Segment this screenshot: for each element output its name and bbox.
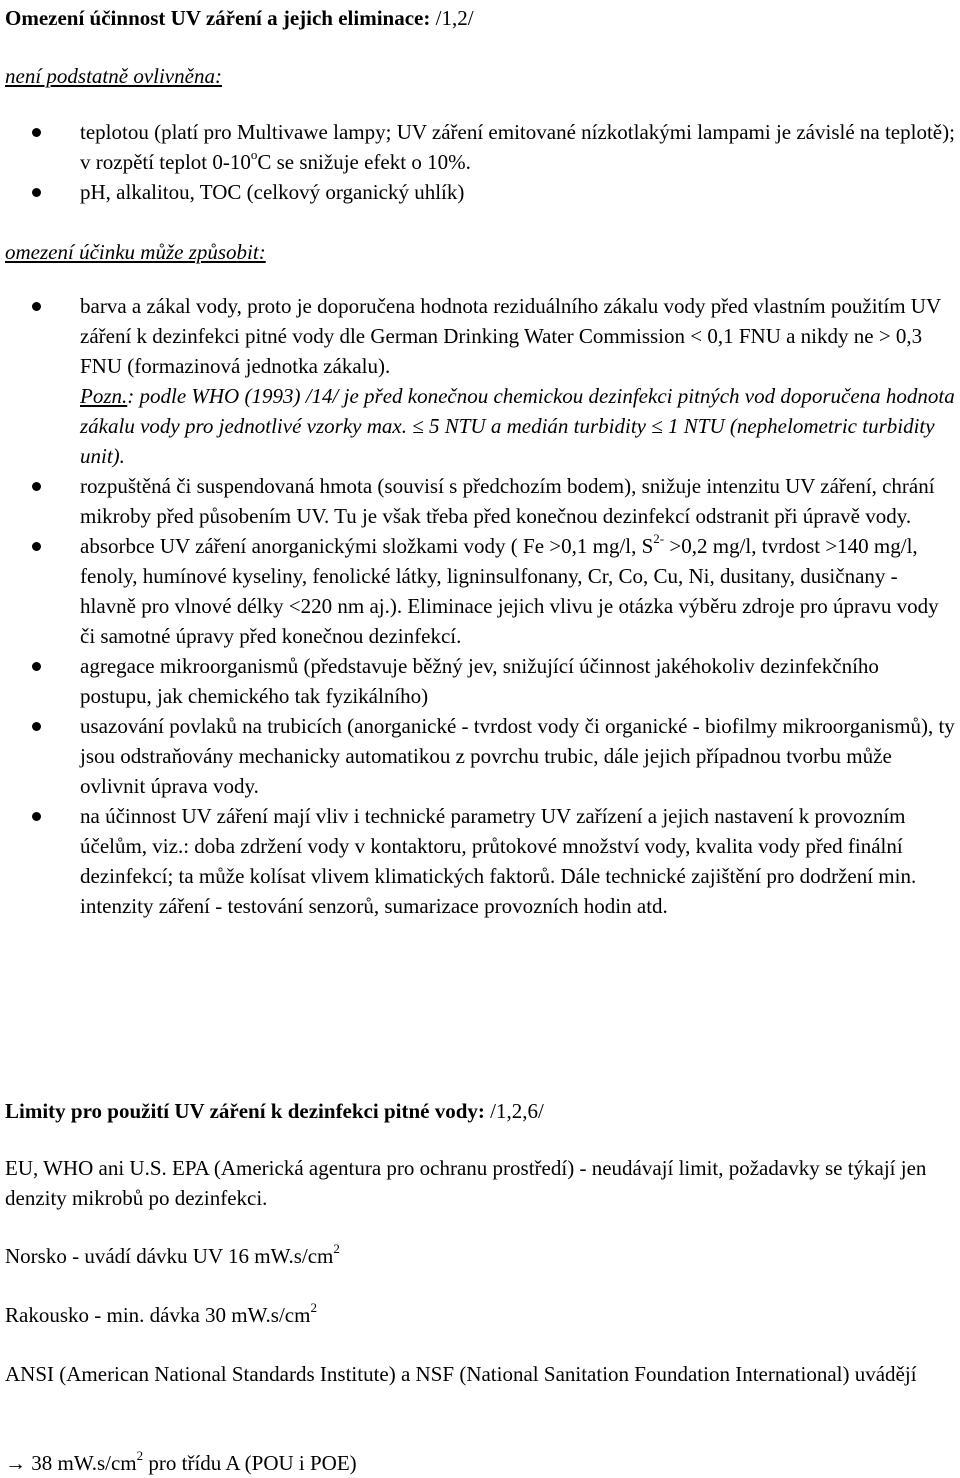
bullet-icon: [32, 662, 41, 671]
list-item: barva a zákal vody, proto je doporučena hodnota reziduálního zákalu vody před vlastním použitím UV záření k dezinfekci pitné vody dle German Drinking Water Commission < 0,1 FNU a nikdy ne > 0,3 FNU (formazinová jednotka zákalu). Pozn.: podle WHO (1993) /14/ je před konečnou chemickou dezinfekci pitných vod doporučena hodnota zákalu vody pro jednotlivé vzorky max. ≤ 5 NTU a medián turbidity ≤ 1 NTU (nephelometric turbidity unit).: [5, 291, 955, 471]
note: Pozn.: podle WHO (1993) /14/ je před konečnou chemickou dezinfekci pitných vod doporučena hodnota zákalu vody pro jednotlivé vzorky max. ≤ 5 NTU a medián turbidity ≤ 1 NTU (nephelometric turbidity unit).: [80, 384, 955, 468]
heading-text: Limity pro použití UV záření k dezinfekci pitné vody:: [5, 1099, 485, 1123]
list-item: absorbce UV záření anorganickými složkami vody ( Fe >0,1 mg/l, $S^{2-} >0,2$ mg/l, tvrdost >140 mg/l, fenoly, humínové kyseliny, fenolické látky, ligninsulfonany, Cr, Co, Cu, Ni, dusitany, dusičnany - hlavně pro vlnové délky <220 nm aj.). Eliminace jejich vlivu je otázka výběru zdroje pro úpravu vody či samotné úpravy před konečnou dezinfekcí.: [5, 531, 955, 651]
bullet-icon: [32, 482, 41, 491]
bullet-icon: [32, 542, 41, 551]
list-item: usazování povlaků na trubicích (anorganické - tvrdost vody či organické - biofilmy mikroorganismů), ty jsou odstraňovány mechanicky automatikou z povrchu trubic, dále jejich případnou tvorbu může ovlivnit úprava vody.: [5, 711, 955, 801]
list-item: pH, alkalitou, TOC (celkový organický uhlík): [5, 177, 955, 207]
bullet-icon: [32, 128, 41, 137]
list-item: na účinnost UV záření mají vliv i technické parametry UV zařízení a jejich nastavení k provozním účelům, viz.: doba zdržení vody v kontaktoru, průtokové množství vody, kvalita vody před finální dezinfekcí; ta může kolísat vlivem klimatických faktorů. Dále technické zajištění pro dodržení min. intenzity záření - testování senzorů, sumarizace provozních hodin atd.: [5, 801, 955, 921]
list-item: rozpuštěná či suspendovaná hmota (souvisí s předchozím bodem), snižuje intenzitu UV záření, chrání mikroby před působením UV. Tu je však třeba před konečnou dezinfekcí odstranit při úpravě vody.: [5, 471, 955, 531]
bullet-icon: [32, 302, 41, 311]
list-item: teplotou (platí pro Multivawe lampy; UV záření emitované nízkotlakými lampami je závislé na teplotě); v rozpětí teplot 0-10$^o$C se snižuje efekt o 10%.: [5, 117, 955, 177]
subheading-not-affected: není podstatně ovlivněna:: [5, 64, 222, 88]
arrow-right-icon: →: [5, 1451, 26, 1475]
paragraph-eu-who-epa: EU, WHO ani U.S. EPA (Americká agentura pro ochranu prostředí) - neudávají limit, požadavky se týkají jen denzity mikrobů po dezinfekci.: [5, 1156, 927, 1210]
bullet-icon: [32, 812, 41, 821]
bullet-icon: [32, 722, 41, 731]
heading-text: Omezení účinnost UV záření a jejich eliminace:: [5, 6, 431, 30]
paragraph-ansi-nsf: ANSI (American National Standards Institute) a NSF (National Sanitation Foundation International) uvádějí: [5, 1362, 917, 1386]
heading-reference: /1,2,6/: [490, 1099, 544, 1123]
list-item: agregace mikroorganismů (představuje běžný jev, snižující účinnost jakéhokoliv dezinfekčního postupu, jak chemického tak fyzikálního): [5, 651, 955, 711]
list-may-cause: [5, 291, 955, 921]
bullet-icon: [32, 188, 41, 197]
section-heading-limits: [5, 1096, 544, 1126]
heading-reference: /1,2/: [435, 6, 474, 30]
section-heading-limitations: [5, 3, 474, 33]
paragraph-norsko: Norsko - uvádí dávku UV 16 $mW.s/cm^2$: [5, 1241, 340, 1268]
subheading-may-cause: omezení účinku může způsobit:: [5, 240, 266, 264]
paragraph-dose-class-a: → 38 $mW.s/cm^2$ pro třídu A (POU i POE): [5, 1448, 357, 1475]
paragraph-rakousko: Rakousko - min. dávka 30 $mW.s/cm^2$: [5, 1300, 317, 1327]
list-not-affected: [5, 117, 955, 207]
